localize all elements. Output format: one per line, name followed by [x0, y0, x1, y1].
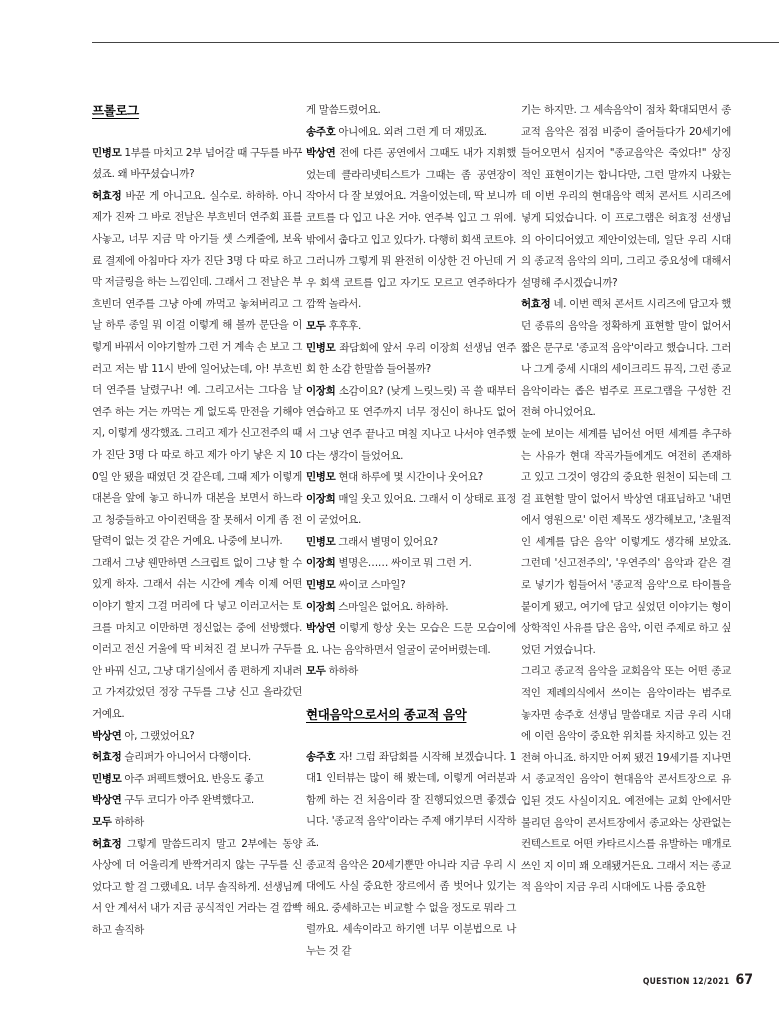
speaker-name: 박상연 — [92, 794, 122, 807]
dialogue-paragraph — [306, 467, 516, 489]
dialogue-text: 아주 퍼펙트했어요. 반응도 좋고 — [121, 772, 264, 785]
speaker-name: 민병모 — [306, 579, 336, 592]
dialogue-text: 네. 이번 렉처 콘서트 시리즈에 담고자 했던 종류의 음악을 정확하게 표현할 말이 없어서 짧은 문구로 '종교적 음악'이라고 했습니다. 그러나 그게 중세 시대의 세이크리드 뮤직, 그런 종교음악이라는 좁은 범주로 프로그램을 구성한 건 전혀 아니었어요. — [521, 298, 731, 419]
speaker-name: 박상연 — [306, 147, 336, 160]
column-2 — [306, 100, 516, 963]
dialogue-paragraph — [92, 553, 302, 726]
dialogue-paragraph — [306, 489, 516, 532]
dialogue-text: 자! 그럼 좌담회를 시작해 보겠습니다. 1대1 인터뷰는 많이 해 봤는데, 이렇게 여러분과 함께 하는 건 처음이라 잘 진행되었으면 좋겠습니다. '종교적 음악'이라는 주제 얘기부터 시작하죠. — [306, 750, 516, 849]
speaker-name: 허효정 — [92, 837, 122, 850]
dialogue-text: 싸이코 스마일? — [335, 579, 406, 592]
dialogue-paragraph — [92, 747, 302, 769]
dialogue-paragraph — [306, 597, 516, 619]
dialogue-text: 전에 다른 공연에서 그때도 내가 지휘했었는데 클라리넷티스트가 그때는 좀 공연장이 작아서 다 잘 보였어요. 겨울이었는데, 딱 보니까 코트를 다 입고 나온 거야. 연주복 입고 그 위에. 밖에서 춥다고 입고 있다가. 다행히 회색 코트야. 그러니까 그렇게 뭐 완전히 이상한 건 아닌데 거우 회색 코트를 입고 자기도 모르고 연주하다가 깜짝 놀라서. — [306, 147, 516, 311]
speaker-name: 송주호 — [306, 125, 336, 138]
dialogue-paragraph — [92, 790, 302, 812]
dialogue-text: 구두 코디가 아주 완벽했다고. — [121, 794, 254, 807]
speaker-name: 민병모 — [306, 535, 336, 548]
dialogue-text: 그래서 별명이 있어요? — [335, 535, 438, 548]
dialogue-text: 스마일은 없어요. 하하하. — [335, 600, 449, 613]
dialogue-paragraph — [92, 186, 302, 553]
speaker-name: 박상연 — [306, 622, 336, 635]
speaker-name: 이장희 — [306, 384, 336, 397]
dialogue-paragraph — [306, 381, 516, 467]
speaker-name: 모두 — [306, 319, 326, 332]
section-title-religious-music: 현대음악으로서의 종교적 음악 — [306, 707, 467, 723]
dialogue-paragraph — [306, 747, 516, 855]
column-1 — [92, 100, 302, 942]
top-rule — [92, 42, 779, 43]
dialogue-paragraph — [306, 618, 516, 661]
dialogue-paragraph — [521, 661, 731, 899]
dialogue-text: 게 말씀드렸어요. — [306, 104, 381, 116]
speaker-name: 허효정 — [92, 189, 122, 202]
dialogue-text: 슬리퍼가 아니어서 다행이다. — [121, 751, 251, 764]
dialogue-paragraph — [306, 661, 516, 683]
speaker-name: 이장희 — [306, 557, 336, 570]
dialogue-text: 후후후. — [325, 319, 361, 332]
dialogue-paragraph — [306, 122, 516, 144]
dialogue-paragraph — [306, 855, 516, 963]
dialogue-text: 1부를 마치고 2부 넘어갈 때 구두를 바꾸셨죠. 왜 바꾸셨습니까? — [92, 146, 302, 181]
dialogue-text: 그래서 그냥 웬만하면 스크립트 없이 그냥 할 수 있게 하자. 그래서 쉬는 시간에 계속 이제 어떤 이야기 할지 그걸 머리에 다 넣고 이러고서는 토크를 마치고 이만하면 정신없는 중에 선방했다. 이러고 전신 거울에 딱 비쳐진 걸 보니까 구두를 안 바꿔 신고, 그냥 대기실에서 좀 편하게 지내려고 가져갔었던 정장 구두를 그냥 신고 올라갔던 거예요. — [92, 556, 302, 721]
dialogue-text: 이렇게 항상 웃는 모습은 드문 모습이에요. 나는 음악하면서 얼굴이 굳어버렸는데. — [306, 622, 516, 656]
dialogue-text: 별명은…… 싸이코 뭐 그런 거. — [335, 557, 472, 570]
speaker-name: 이장희 — [306, 600, 336, 613]
dialogue-text: 현대 하루에 몇 시간이나 웃어요? — [335, 471, 483, 484]
dialogue-paragraph — [306, 532, 516, 554]
dialogue-text: 소감이요? (낮게 느릿느릿) 곡 쓸 때부터 연습하고 또 연주까지 너무 정신이 하나도 없어서 그냥 연주 끝나고 며칠 지나고 나서야 연주했다는 생각이 들었어요. — [306, 384, 516, 462]
dialogue-paragraph — [521, 424, 731, 662]
dialogue-text: 좌담회에 앞서 우리 이장희 선생님 연주회 한 소감 한말씀 들어볼까? — [306, 341, 516, 376]
dialogue-paragraph — [92, 143, 302, 186]
dialogue-text: 그리고 종교적 음악을 교회음악 또는 어떤 종교적인 제례의식에서 쓰이는 음악이라는 범주로 놓자면 송주호 선생님 말씀대로 지금 우리 시대에 이런 음악이 중요한 위치를 차지하고 있는 건 전혀 아니죠. 하지만 어찌 됐건 19세기를 지나면서 종교적인 음악이 현대음악 콘서트장으로 유입된 것도 사실이지요. 예전에는 교회 안에서만 불리던 음악이 콘서트장에서 종교와는 상관없는 컨텍스트로 어떤 카타르시스를 유발하는 매개로 쓰인 지 이미 꽤 오래됐거든요. 그래서 저는 종교적 음악이 지금 우리 시대에도 나름 중요한 — [521, 665, 731, 894]
magazine-issue: QUESTION 12/2021 — [642, 977, 730, 987]
dialogue-text: 하하하 — [325, 665, 358, 678]
column-3 — [521, 100, 731, 899]
section-title-prologue: 프롤로그 — [92, 103, 139, 118]
dialogue-paragraph — [306, 100, 516, 122]
speaker-name: 민병모 — [92, 772, 122, 785]
dialogue-text: 종교적 음악은 20세기뿐만 아니라 지금 우리 시대에도 사실 중요한 장르에서 좀 벗어나 있기는 해요. 중세하고는 비교할 수 없을 정도로 뭐라 그럴까요. 세속이라고 하기엔 너무 이분법으로 나누는 것 같 — [306, 858, 516, 957]
speaker-name: 허효정 — [92, 751, 122, 764]
speaker-name: 민병모 — [92, 146, 122, 159]
speaker-name: 박상연 — [92, 729, 122, 742]
dialogue-paragraph — [521, 294, 731, 424]
dialogue-paragraph — [306, 316, 516, 338]
speaker-name: 모두 — [92, 816, 112, 828]
dialogue-paragraph — [92, 769, 302, 791]
speaker-name: 민병모 — [306, 341, 336, 354]
dialogue-text: 눈에 보이는 세계를 넘어선 어떤 세계를 추구하는 사유가 현대 작곡가들에게도 여전히 존재하고 있고 그것이 영감의 중요한 원천이 되는데 그걸 표현할 말이 없어서 박상연 대표님하고 '내면에서 영원으로' 이런 제목도 생각해보고, '초월적인 세계를 담은 음악' 이렇게도 생각해 보았죠. 그런데 '신고전주의', '우연주의' 음악과 같은 결로 넣기가 힘들어서 '종교적 음악'으로 타이틀을 붙이게 됐고, 여기에 담고 싶었던 이야기는 형이상학적인 사유를 담은 음악, 이런 주제로 하고 싶었던 거였습니다. — [521, 427, 731, 656]
dialogue-paragraph — [306, 338, 516, 381]
dialogue-paragraph — [92, 834, 302, 942]
dialogue-paragraph — [92, 726, 302, 748]
dialogue-paragraph — [92, 812, 302, 834]
speaker-name: 이장희 — [306, 492, 336, 505]
dialogue-text: 아니에요. 외려 그런 게 더 재밌죠. — [335, 125, 487, 138]
dialogue-text: 바꾼 게 아니고요. 실수로. 하하하. 아니 제가 진짜 그 바로 전날은 부흐빈더 연주회 표를 사놓고, 너무 지금 막 아기들 셋 스케줄에, 보육료 결제에 아침마다 자가 진단 3명 다 따로 하고 막 저글링을 하는 느낌인데. 그래서 그 전날은 부흐빈더 연주를 그냥 아예 까먹고 놓쳐버리고 그날 하루 종일 뭐 이걸 이렇게 해 볼까 문단을 이렇게 바꿔서 이야기할까 그런 거 계속 손 보고 그러고 저는 밤 11시 반에 일어났는데, 아! 부흐빈더 연주를 날렸구나! 예. 그리고서는 그다음 날 연주 하는 거는 까먹는 게 없도록 만전을 기해야지, 이렇게 생각했죠. 그리고 제가 신고전주의 때가 진단 3명 다 따로 하고 제가 아기 낳은 지 100일 안 됐을 때였던 것 같은데, 그때 제가 이렇게 대본을 앞에 놓고 하니까 대본을 보면서 하느라고 청중들하고 아이컨택을 잘 못해서 이게 좀 전달력이 없는 것 같은 거예요. 나중에 보니까. — [92, 189, 302, 548]
speaker-name: 모두 — [306, 665, 326, 678]
speaker-name: 민병모 — [306, 471, 336, 484]
dialogue-paragraph — [306, 575, 516, 597]
dialogue-paragraph — [306, 553, 516, 575]
dialogue-paragraph — [306, 143, 516, 316]
dialogue-text: 아, 그랬었어요? — [121, 729, 195, 742]
dialogue-text: 그렇게 말씀드리지 말고 2부에는 동양 사상에 더 어울리게 반짝거리지 않는 구두를 신었다고 할 걸 그랬네요. 너무 솔직하게. 선생님께서 안 계셔서 내가 지금 공식적인 거라는 걸 깜빡하고 솔직하 — [92, 837, 302, 936]
dialogue-paragraph — [521, 100, 731, 294]
dialogue-text: 하하하 — [111, 816, 144, 828]
speaker-name: 허효정 — [521, 298, 551, 311]
speaker-name: 송주호 — [306, 750, 336, 763]
dialogue-text: 매일 웃고 있어요. 그래서 이 상태로 표정이 굳었어요. — [306, 492, 516, 527]
page-footer — [643, 972, 753, 988]
page-number: 67 — [735, 972, 753, 988]
dialogue-text: 기는 하지만. 그 세속음악이 점차 확대되면서 종교적 음악은 점점 비중이 줄어들다가 20세기에 들어오면서 심지어 "종교음악은 죽었다!" 상징적인 표현이기는 합니다만, 그런 말까지 나왔는데 이번 우리의 현대음악 렉처 콘서트 시리즈에 넣게 되었습니다. 이 프로그램은 허효정 선생님의 아이디어였고 제안이었는데, 일단 우리 시대의 종교적 음악의 의미, 그리고 중요성에 대해서 설명해 주시겠습니까? — [521, 104, 731, 289]
